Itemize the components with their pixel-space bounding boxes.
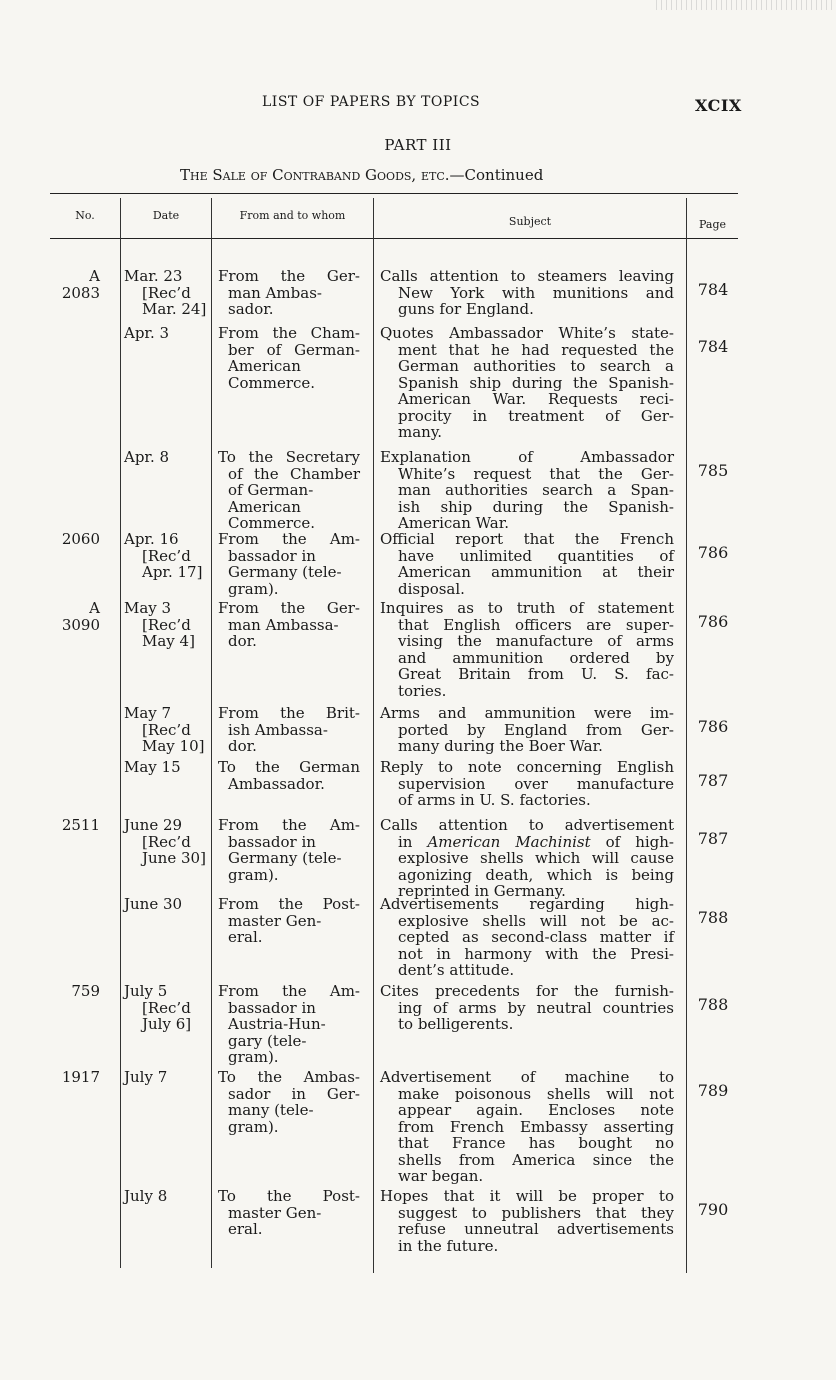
paper-page: 784 (697, 280, 729, 299)
text-line: dor. (228, 737, 257, 755)
text-line: July 5 (124, 982, 168, 1000)
paper-from-to (218, 983, 360, 1066)
column-header-page: Page (698, 218, 727, 231)
paper-from-to (218, 896, 360, 946)
text-line: [Rec’d (142, 546, 191, 565)
paper-page: 789 (697, 1081, 729, 1100)
paper-date (124, 816, 206, 867)
paper-from-to (218, 325, 360, 391)
paper-page: 787 (697, 829, 729, 848)
paper-from-to (218, 600, 360, 650)
text-line: gram). (228, 1117, 279, 1136)
column-divider (373, 198, 374, 1273)
paper-date (124, 600, 200, 650)
paper-subject (380, 268, 674, 318)
paper-from-to (218, 1188, 360, 1238)
text-line: tories. (398, 681, 447, 700)
paper-from-to (218, 449, 360, 532)
text-line: of the Chamber (228, 464, 360, 483)
paper-subject (380, 983, 674, 1033)
text-line: Hopes that it will be proper to (380, 1187, 674, 1205)
text-line: of arms in U. S. factories. (398, 791, 591, 809)
text-line: gram). (228, 579, 279, 598)
paper-number: 2060 (61, 530, 100, 548)
paper-subject (380, 1188, 674, 1254)
text-line: Reply to note concerning English (380, 758, 674, 776)
text-line: Ambassador. (228, 774, 325, 793)
text-line: Inquires as to truth of statement (380, 599, 674, 617)
text-line: from French Embassy asserting (398, 1117, 674, 1136)
text-line: May 7 (124, 704, 172, 722)
text-line: ported by England from Ger- (398, 720, 674, 739)
column-divider (120, 198, 121, 1268)
text-line: From the Brit- (218, 704, 360, 722)
text-line: American War. Requests reci- (398, 390, 674, 408)
text-line: make poisonous shells will not (398, 1084, 674, 1103)
text-line: war began. (398, 1167, 484, 1185)
text-line: From the Am- (218, 530, 360, 548)
text-line: To the Ambas- (218, 1068, 360, 1086)
text-line: dor. (228, 632, 257, 650)
paper-page: 786 (697, 717, 729, 736)
paper-page: 790 (697, 1200, 729, 1219)
paper-subject (380, 705, 674, 755)
paper-number: 1917 (61, 1068, 100, 1086)
text-line: [Rec’d (142, 615, 191, 634)
column-divider (211, 198, 212, 1268)
papers-table (50, 193, 738, 1273)
text-line: Germany (tele- (228, 849, 342, 867)
paper-date (124, 704, 205, 755)
text-line: not in harmony with the Presi- (398, 944, 674, 963)
text-line: ing of arms by neutral countries (398, 998, 674, 1017)
text-line: [Rec’d (142, 283, 191, 302)
paper-subject (380, 1069, 674, 1185)
text-line: procity in treatment of Ger- (398, 406, 674, 425)
paper-date (124, 325, 200, 342)
paper-page: 786 (697, 612, 729, 631)
paper-page: 787 (697, 771, 729, 790)
text-line: master Gen- (228, 1203, 322, 1222)
text-line: in American Machinist of high- (398, 832, 674, 851)
text-line: May 3 (124, 599, 172, 617)
text-line: July 6] (142, 1015, 192, 1033)
text-line: bassador in (228, 998, 316, 1017)
page-folio: XCIX (695, 96, 742, 115)
paper-date (124, 1188, 200, 1205)
text-line: Apr. 8 (124, 448, 170, 466)
text-line: ish Ambassa- (228, 720, 328, 739)
text-line: [Rec’d (142, 832, 191, 851)
paper-subject (380, 896, 674, 979)
text-line: May 4] (142, 632, 195, 650)
text-line: disposal. (398, 579, 465, 598)
text-line: June 29 (124, 816, 183, 834)
paper-page: 786 (697, 543, 729, 562)
text-line: June 30] (142, 849, 206, 867)
text-line: guns for England. (398, 300, 534, 318)
italic-title: American Machinist (427, 832, 591, 851)
text-line: ber of German- (228, 340, 360, 359)
text-line: refuse unneutral advertisements (398, 1220, 674, 1238)
text-line: American (228, 357, 301, 375)
text-line: American (228, 497, 301, 516)
text-line: Austria-Hun- (228, 1015, 326, 1033)
paper-number: A 3090 (61, 599, 100, 634)
text-line: Apr. 3 (124, 324, 170, 342)
text-line: man authorities search a Span- (398, 481, 674, 499)
paper-date (124, 759, 200, 776)
text-line: explosive shells will not be ac- (398, 911, 674, 930)
text-line: From the Ger- (218, 267, 360, 285)
paper-page: 784 (697, 337, 729, 356)
text-line: Commerce. (228, 514, 316, 532)
paper-from-to (218, 1069, 360, 1135)
text-line: Quotes Ambassador White’s state- (380, 324, 674, 342)
text-line: agonizing death, which is being (398, 865, 674, 884)
text-line: Arms and ammunition were im- (380, 704, 674, 722)
text-line: Explanation of Ambassador (380, 448, 674, 466)
text-line: From the Am- (218, 816, 360, 834)
text-line: American War. (398, 514, 510, 532)
text-line: [Rec’d (142, 720, 191, 739)
text-line: dent’s attitude. (398, 961, 515, 979)
section-title (180, 166, 543, 184)
text-line: bassador in (228, 546, 316, 565)
paper-page: 788 (697, 908, 729, 927)
column-divider (686, 198, 687, 1273)
paper-from-to (218, 531, 360, 597)
paper-date (124, 896, 200, 913)
section-title-suffix: —Continued (449, 166, 544, 184)
text-line: June 30 (124, 895, 183, 913)
text-line: gram). (228, 1048, 279, 1066)
text-line: New York with munitions and (398, 283, 674, 302)
column-header-no: No. (75, 209, 95, 222)
text-line: cepted as second-class matter if (398, 928, 674, 946)
text-line: suggest to publishers that they (398, 1203, 674, 1222)
text-line: Official report that the French (380, 530, 674, 548)
text-line: American ammunition at their (398, 563, 674, 581)
paper-page: 785 (697, 461, 729, 480)
paper-from-to (218, 817, 360, 883)
text-line: To the German (218, 758, 360, 776)
column-header-from: From and to whom (239, 209, 346, 222)
section-title-caps: The Sale of Contraband Goods, etc. (180, 166, 450, 184)
text-line: vising the manufacture of arms (398, 632, 674, 650)
text-line: bassador in (228, 832, 316, 851)
paper-subject (380, 759, 674, 809)
text-line: gram). (228, 865, 279, 884)
text-line: Spanish ship during the Spanish- (398, 373, 674, 392)
text-line: ment that he had requested the (398, 340, 674, 359)
text-line: July 7 (124, 1068, 168, 1086)
paper-subject (380, 600, 674, 699)
text-line: Cites precedents for the furnish- (380, 982, 674, 1000)
paper-subject (380, 531, 674, 597)
text-line: Calls attention to advertisement (380, 816, 674, 834)
text-line: appear again. Encloses note (398, 1101, 674, 1119)
scan-speckle (656, 0, 836, 10)
text-line: From the Ger- (218, 599, 360, 617)
text-line: of German- (228, 481, 314, 499)
paper-number: A 2083 (61, 267, 100, 302)
text-line: May 15 (124, 758, 181, 776)
text-line: July 8 (124, 1187, 168, 1205)
text-line: sador. (228, 300, 274, 318)
text-line: man Ambas- (228, 283, 322, 302)
text-line: White’s request that the Ger- (398, 464, 674, 483)
text-line: eral. (228, 1220, 263, 1238)
paper-from-to (218, 705, 360, 755)
text-line: reprinted in Germany. (398, 882, 566, 900)
text-line: master Gen- (228, 911, 322, 930)
paper-date (124, 267, 207, 318)
text-line: to belligerents. (398, 1015, 514, 1033)
paper-subject (380, 817, 674, 900)
column-header-subject: Subject (508, 215, 552, 228)
part-title: PART III (384, 136, 452, 154)
text-line: Great Britain from U. S. fac- (398, 665, 674, 683)
text-line: Advertisements regarding high- (380, 895, 674, 913)
text-line: and ammunition ordered by (398, 648, 674, 667)
paper-date (124, 1069, 200, 1086)
text-line: Mar. 23 (124, 267, 183, 285)
text-line: Apr. 17] (142, 563, 203, 581)
paper-date (124, 530, 203, 581)
paper-subject (380, 325, 674, 441)
paper-from-to (218, 759, 360, 792)
text-line: eral. (228, 928, 263, 946)
text-line: explosive shells which will cause (398, 849, 674, 867)
text-line: supervision over manufacture (398, 774, 674, 793)
text-line: that English officers are super- (398, 615, 674, 634)
paper-number: 2511 (61, 816, 100, 834)
paper-number: 759 (71, 982, 100, 1000)
text-line: have unlimited quantities of (398, 546, 674, 565)
table-top-rule (50, 193, 738, 194)
text-line: gary (tele- (228, 1031, 307, 1050)
text-line: Calls attention to steamers leaving (380, 267, 674, 285)
text-line: many (tele- (228, 1101, 314, 1119)
paper-page: 788 (697, 995, 729, 1014)
text-line: Apr. 16 (124, 530, 179, 548)
text-line: man Ambassa- (228, 615, 339, 634)
text-line: that France has bought no (398, 1134, 674, 1152)
text-line: in the future. (398, 1236, 499, 1255)
text-line: Advertisement of machine to (380, 1068, 674, 1086)
text-line: From the Cham- (218, 324, 360, 342)
paper-from-to (218, 268, 360, 318)
text-line: ish ship during the Spanish- (398, 497, 674, 516)
text-line: May 10] (142, 737, 205, 755)
text-line: many. (398, 423, 443, 441)
text-line: German authorities to search a (398, 357, 674, 375)
column-header-date: Date (152, 209, 180, 222)
running-title: LIST OF PAPERS BY TOPICS (262, 94, 481, 110)
paper-date (124, 449, 200, 466)
text-line: Commerce. (228, 373, 316, 392)
text-line: Germany (tele- (228, 563, 342, 581)
text-line: sador in Ger- (228, 1084, 360, 1103)
paper-date (124, 983, 200, 1033)
text-line: [Rec’d (142, 998, 191, 1017)
paper-subject (380, 449, 674, 532)
text-line: shells from America since the (398, 1150, 674, 1169)
text-line: To the Secretary (218, 448, 360, 466)
text-line: Mar. 24] (142, 300, 207, 318)
text-line: From the Post- (218, 895, 360, 913)
text-line: many during the Boer War. (398, 737, 603, 755)
text-line: To the Post- (218, 1187, 360, 1205)
text-line: From the Am- (218, 982, 360, 1000)
table-header-rule (50, 238, 738, 239)
